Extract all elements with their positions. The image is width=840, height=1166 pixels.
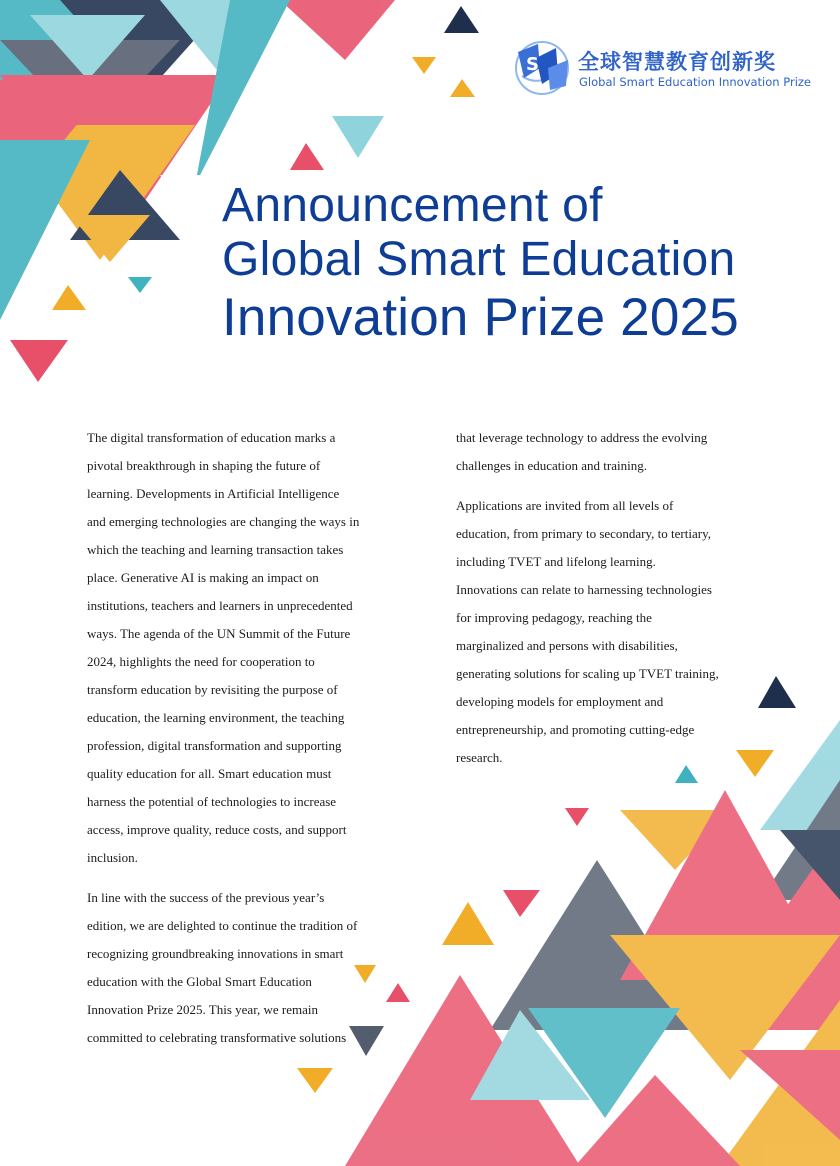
text-line: ways. The agenda of the UN Summit of the Future	[87, 626, 351, 641]
text-line: education with the Global Smart Education	[87, 974, 312, 989]
text-line: profession, digital transformation and supporting	[87, 738, 342, 753]
text-line: committed to celebrating transformative solutions	[87, 1030, 347, 1045]
text-line: harness the potential of technologies to increase	[87, 794, 337, 809]
deco-triangle	[444, 6, 479, 33]
deco-triangle	[280, 0, 395, 60]
paragraph	[87, 424, 387, 872]
text-line: education, the learning environment, the teaching	[87, 710, 345, 725]
text-line: In line with the success of the previous year’s	[87, 890, 325, 905]
text-line: developing models for employment and	[456, 694, 664, 709]
logo-english-name: Global Smart Education Innovation Prize	[579, 75, 811, 89]
deco-triangle	[450, 79, 475, 97]
text-line: pivotal breakthrough in shaping the future of	[87, 458, 321, 473]
prize-logo	[512, 38, 812, 98]
text-line: institutions, teachers and learners in unprecedented	[87, 598, 353, 613]
text-line: Applications are invited from all levels of	[456, 498, 674, 513]
text-line: challenges in education and training.	[456, 458, 647, 473]
paragraph	[456, 424, 746, 480]
text-line: access, improve quality, reduce costs, and support	[87, 822, 347, 837]
title-line-1: Announcement of	[222, 179, 603, 232]
text-line: Innovations can relate to harnessing technologies	[456, 582, 712, 597]
deco-triangle	[10, 340, 68, 382]
deco-triangle	[386, 983, 410, 1002]
deco-triangle	[332, 116, 384, 158]
text-line: Innovation Prize 2025. This year, we remain	[87, 1002, 319, 1017]
deco-triangle	[297, 1068, 333, 1093]
text-line: edition, we are delighted to continue the tradition of	[87, 918, 358, 933]
body-right-column	[456, 424, 746, 784]
deco-triangle	[442, 902, 494, 945]
text-line: which the teaching and learning transaction takes	[87, 542, 344, 557]
deco-triangle	[0, 140, 90, 320]
paragraph	[456, 492, 746, 772]
text-line: place. Generative AI is making an impact on	[87, 570, 319, 585]
deco-triangle	[758, 676, 796, 708]
deco-triangle	[128, 277, 152, 293]
page-title	[222, 179, 739, 347]
text-line: that leverage technology to address the evolving	[456, 430, 708, 445]
title-line-2: Global Smart Education	[222, 233, 736, 286]
text-line: generating solutions for scaling up TVET training,	[456, 666, 719, 681]
text-line: quality education for all. Smart education must	[87, 766, 332, 781]
svg-text:S: S	[526, 54, 539, 75]
deco-triangle	[503, 890, 540, 917]
globe-logo-icon	[512, 38, 572, 98]
body-left-column	[87, 424, 387, 1064]
deco-triangle	[412, 57, 436, 74]
text-line: inclusion.	[87, 850, 138, 865]
text-line: transform education by revisiting the purpose of	[87, 682, 338, 697]
text-line: The digital transformation of education marks a	[87, 430, 336, 445]
text-line: education, from primary to secondary, to tertiary,	[456, 526, 711, 541]
logo-chinese-name: 全球智慧教育创新奖	[578, 50, 776, 74]
text-line: research.	[456, 750, 503, 765]
text-line: entrepreneurship, and promoting cutting-edge	[456, 722, 695, 737]
text-line: and emerging technologies are changing the ways in	[87, 514, 360, 529]
text-line: 2024, highlights the need for cooperation to	[87, 654, 315, 669]
text-line: including TVET and lifelong learning.	[456, 554, 656, 569]
text-line: for improving pedagogy, reaching the	[456, 610, 652, 625]
deco-triangle	[52, 285, 86, 310]
title-line-3: Innovation Prize 2025	[222, 288, 739, 347]
deco-triangle	[565, 808, 589, 826]
text-line: marginalized and persons with disabilities,	[456, 638, 678, 653]
text-line: recognizing groundbreaking innovations in smart	[87, 946, 344, 961]
paragraph	[87, 884, 387, 1052]
text-line: learning. Developments in Artificial Intelligence	[87, 486, 340, 501]
deco-triangle	[290, 143, 324, 170]
